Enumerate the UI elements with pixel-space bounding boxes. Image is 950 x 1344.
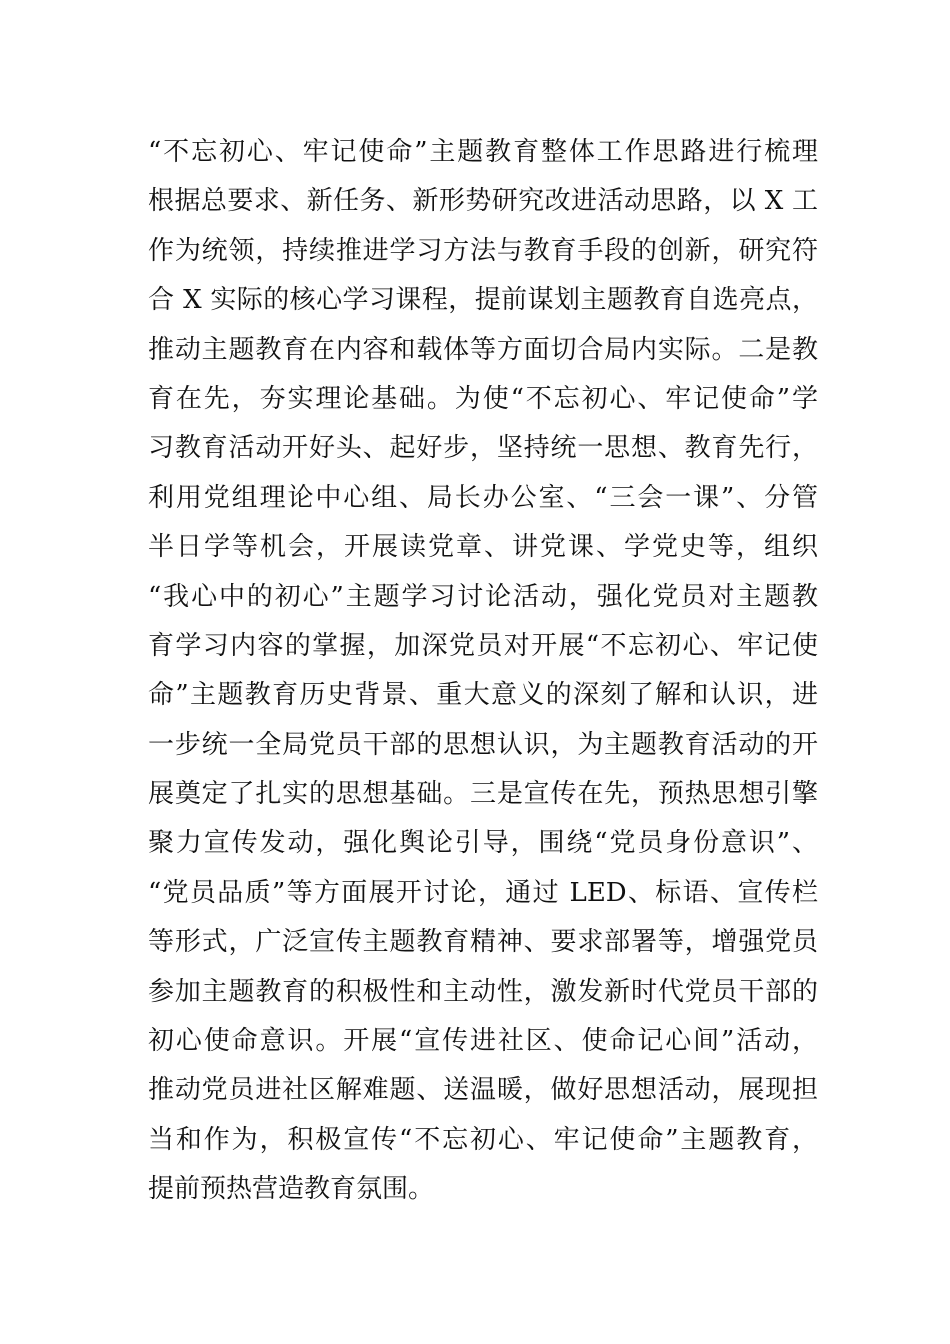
text-line: 根据总要求、新任务、新形势研究改进活动思路，以 X 工: [148, 186, 818, 217]
text-line: 半日学等机会，开展读党章、讲党课、学党史等，组织: [148, 532, 818, 563]
text-line: 等形式，广泛宣传主题教育精神、要求部署等，增强党员: [148, 927, 818, 958]
text-line: 当和作为，积极宣传“不忘初心、牢记使命”主题教育，: [148, 1124, 818, 1155]
text-line: 展奠定了扎实的思想基础。三是宣传在先，预热思想引擎: [148, 779, 818, 810]
text-line: 参加主题教育的积极性和主动性，激发新时代党员干部的: [148, 976, 818, 1007]
text-line: 初心使命意识。开展“宣传进社区、使命记心间”活动，: [148, 1026, 818, 1057]
text-line: 利用党组理论中心组、局长办公室、“三会一课”、分管: [148, 482, 818, 513]
text-line: “我心中的初心”主题学习讨论活动，强化党员对主题教: [148, 581, 818, 612]
text-line: “不忘初心、牢记使命”主题教育整体工作思路进行梳理: [148, 137, 818, 167]
text-line: 命”主题教育历史背景、重大意义的深刻了解和认识，进: [148, 680, 818, 711]
body-paragraph: [148, 128, 818, 1215]
text-line: 合 X 实际的核心学习课程，提前谋划主题教育自选亮点，: [148, 285, 818, 316]
text-line: 习教育活动开好头、起好步，坚持统一思想、教育先行，: [148, 433, 818, 464]
text-line: 育在先，夯实理论基础。为使“不忘初心、牢记使命”学: [148, 383, 818, 414]
text-line: 提前预热营造教育氛围。: [148, 1174, 435, 1205]
text-line: “党员品质”等方面展开讨论，通过 LED、标语、宣传栏: [148, 877, 818, 908]
text-line: 一步统一全局党员干部的思想认识，为主题教育活动的开: [148, 729, 818, 760]
text-line: 推动主题教育在内容和载体等方面切合局内实际。二是教: [148, 334, 818, 365]
text-line: 推动党员进社区解难题、送温暖，做好思想活动，展现担: [148, 1075, 818, 1106]
text-line: 育学习内容的掌握，加深党员对开展“不忘初心、牢记使: [148, 630, 818, 661]
text-line: 聚力宣传发动，强化舆论引导，围绕“党员身份意识”、: [148, 828, 818, 859]
text-line: 作为统领，持续推进学习方法与教育手段的创新，研究符: [148, 235, 818, 266]
